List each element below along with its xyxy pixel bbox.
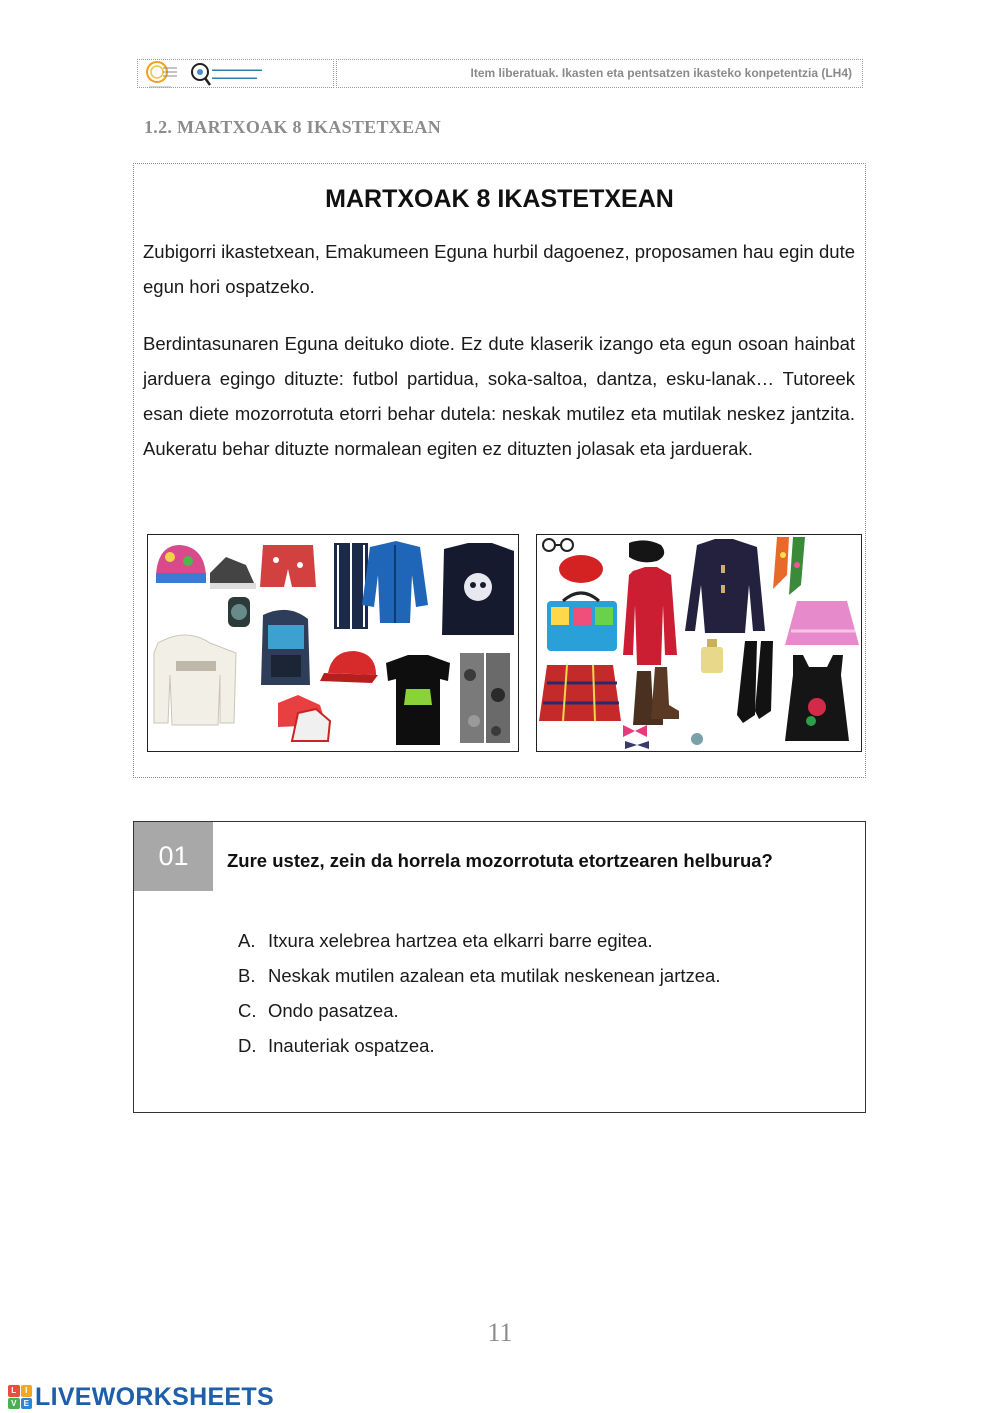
institution-logo: [143, 60, 183, 90]
option-text: Itxura xelebrea hartzea eta elkarri barre egitea.: [268, 930, 653, 951]
girls-clothing-image: [536, 534, 862, 752]
option-text: Ondo pasatzea.: [268, 1000, 399, 1021]
question-number: 01: [134, 822, 213, 891]
question-text: Zure ustez, zein da horrela mozorrotuta etortzearen helburua?: [227, 850, 773, 871]
option-letter: B.: [238, 965, 256, 986]
answer-option-d[interactable]: [238, 1035, 435, 1057]
option-letter: C.: [238, 1000, 257, 1021]
liveworksheets-logo[interactable]: [8, 1382, 274, 1412]
reading-title: MARTXOAK 8 IKASTETXEAN: [325, 185, 674, 213]
option-letter: D.: [238, 1035, 257, 1056]
reading-paragraph-2: Berdintasunaren Eguna deituko diote. Ez dute klaserik izango eta egun osoan hainbat jarduera egingo dituzte: futbol partidua, soka-saltoa, dantza, esku-lanak… Tutoreek esan diete mozorrotuta etorri behar dutela: neskak mutilez eta mutilak neskez jantzita. Aukeratu behar dituzte normalean egiten ez dituzten jolasak eta jarduerak.: [143, 333, 855, 459]
reading-paragraph-1: Zubigorri ikastetxean, Emakumeen Eguna hurbil dagoenez, proposamen hau egin dute egun hori ospatzeko.: [143, 241, 855, 297]
boys-clothing-image: [147, 534, 519, 752]
brand-name: LIVEWORKSHEETS: [35, 1382, 274, 1411]
answer-option-a[interactable]: [238, 930, 653, 952]
page-number: 11: [487, 1318, 513, 1347]
option-text: Inauteriak ospatzea.: [268, 1035, 435, 1056]
option-text: Neskak mutilen azalean eta mutilak neskenean jartzea.: [268, 965, 721, 986]
option-letter: A.: [238, 930, 256, 951]
evaluation-logo: ▬▬▬▬▬▬▬▬▬▬ ▬▬▬▬▬▬▬▬▬: [190, 61, 265, 87]
answer-option-c[interactable]: [238, 1000, 399, 1022]
running-header: Item liberatuak. Ikasten eta pentsatzen ikasteko konpetentzia (LH4): [336, 59, 863, 88]
brand-grid-icon: L I V E: [8, 1385, 32, 1409]
answer-option-b[interactable]: [238, 965, 720, 987]
section-heading: 1.2. MARTXOAK 8 IKASTETXEAN: [144, 117, 441, 137]
